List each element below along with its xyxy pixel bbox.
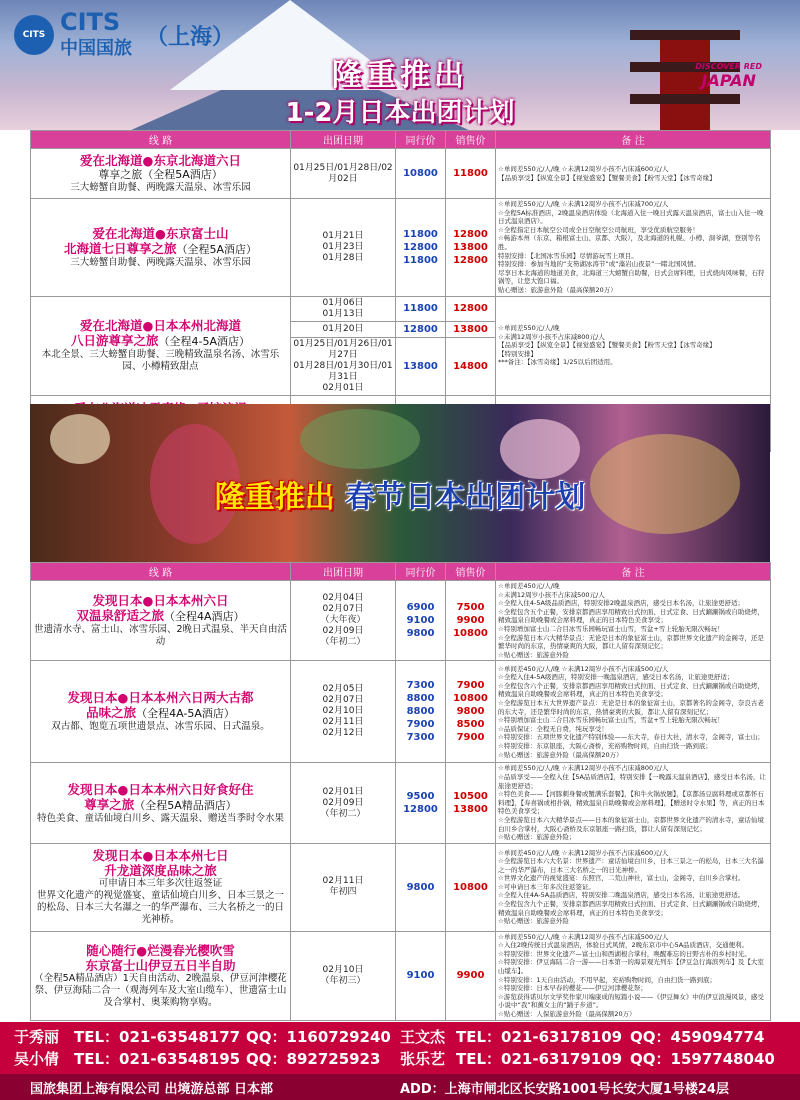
route-hotel: （全程5A精品酒店） xyxy=(134,798,237,812)
note-line: 特别安排：【北国冰雪乐园】尽情游玩雪上项目。 xyxy=(498,251,638,260)
table-header-row xyxy=(31,563,771,581)
note-line: ☆世界文化遗产的视觉盛宴：东照宫，二荒山神社，富士山，金阁寺，白川乡合掌村。 xyxy=(498,874,745,883)
route-subtitle: 尊享之旅 xyxy=(98,168,143,181)
peer-price: 12800 xyxy=(396,321,446,337)
depart-dates: 02月11日 年初四 xyxy=(291,843,396,931)
depart-dates: 01月21日 01月23日 01月28日 xyxy=(291,199,396,297)
col-date: 出团日期 xyxy=(291,131,396,149)
japan-logo-text: JAPAN xyxy=(701,71,756,90)
note-line: 【品质享受】【纵览全景】【视觉盛宴】【蟹餐美食】【粉雪天堂】【冰雪奇缘】 xyxy=(498,173,716,182)
table-row xyxy=(31,149,771,199)
company-name: 国旅集团上海有限公司 出境游总部 日本部 xyxy=(30,1082,274,1097)
contact-name: 王文杰 xyxy=(400,1028,446,1046)
route-subtitle: 升龙道深度品味之旅 xyxy=(104,863,217,879)
table-row xyxy=(31,296,771,321)
note-line: ☆全程游览日本六大精华景点——日本的象征富士山，京都世界文化遗产的清水寺，童话仙境白川乡合掌村，大阪心斋桥及东京银座一路扫货，都让人留有深刻记忆； xyxy=(498,815,764,833)
route-desc: 三大螃蟹自助餐、两晚露天温泉、冰雪乐园 xyxy=(70,256,251,268)
logo-city: （上海） xyxy=(146,24,235,50)
sale-price: 13800 xyxy=(446,321,496,337)
note-line: ☆特别安排：1天自由活动，不用早起，充裕购物时间，自由扫货一路到底； xyxy=(498,975,716,984)
route-subtitle: 八日游尊享之旅 xyxy=(70,333,159,349)
note-line: ☆特别增加富士山二合目冰雪乐园畅玩富士山雪，雪盆+雪上轮胎无限次畅玩！ xyxy=(498,716,724,725)
route-title: 发现日本●日本本州七日 xyxy=(92,848,229,864)
depart-dates: 02月04日 02月07日 （大年夜） 02月09日 （年初二） xyxy=(291,581,396,661)
contact-tel[interactable]: TEL：021-63548195 xyxy=(74,1050,241,1068)
food-photo xyxy=(50,414,110,464)
col-sale: 销售价 xyxy=(446,563,496,581)
depart-dates: 02月10日 （年初三） xyxy=(291,931,396,1020)
route-desc: 1天自由活动、2晚温泉、伊豆河津樱花祭、伊豆海陆二合一（观海列车及大室山缆车）、世遗富士山及合掌村、奥莱购物享购。 xyxy=(34,972,287,1008)
sale-price: 14800 xyxy=(446,337,496,395)
note-line: ☆全程游览日本六大名景：世界遗产：童话仙境白川乡，日本三景之一的松岛，日本三大名瀑之一的华严瀑布，日本三大名桥之一的日光神桥。 xyxy=(498,857,764,874)
table-row xyxy=(31,199,771,297)
note-line: ☆入住2晚传统日式温泉酒店，体验日式风情，2晚东京市中心5A品质酒店，交通便利。 xyxy=(498,941,749,950)
note-line: ☆特别安排：日本早春的樱花——伊豆河津樱花祭； xyxy=(498,984,647,993)
depart-dates: 01月25日/01月26日/01月27日 01月28日/01月30日/01月31日 02月01日 xyxy=(291,337,396,395)
col-route: 线 路 xyxy=(31,563,291,581)
route-title: 发现日本●日本本州六日两大古都 xyxy=(67,690,254,706)
note-line: ☆畅游本州（东京、箱根富士山、京都、大阪），及北海道的札幌、小樽、洞爷湖，登别等名胜。 xyxy=(498,234,761,251)
col-peer: 同行价 xyxy=(396,563,446,581)
note-line: ☆单间差450元/人/晚 ☆未满12周岁小孩不占床减500元/人 xyxy=(498,664,669,673)
sale-price: 11800 xyxy=(446,149,496,199)
logo-en: CITS xyxy=(60,8,121,36)
japan-logo xyxy=(695,60,762,88)
note-line: ☆品质保证：全程无自费，纯玩享受！ xyxy=(498,724,608,733)
sale-price: 9900 xyxy=(446,931,496,1020)
route-desc: 三大螃蟹自助餐、两晚露天温泉、冰雪乐园 xyxy=(70,182,251,193)
contact-qq[interactable]: QQ：459094774 xyxy=(630,1028,765,1046)
note-line: ☆全程游览日本六大精华景点：无论是日本的象征富士山，京都世界文化遗产的金阁寺，还是繁华时尚的东京，热情豪爽的大阪，都让人留有深刻记忆； xyxy=(498,633,764,651)
col-sale: 销售价 xyxy=(446,131,496,149)
route-desc: 世遗清水寺、富士山、冰雪乐园、2晚日式温泉、半天自由活动 xyxy=(33,624,288,648)
note-line: ☆全程包含六个正餐，安排京都酒店享用精致日式拉面、日式定食、日式涮涮锅或自助烧烤，精致温泉自助晚餐或会席料理，真正的日本特色美食享受； xyxy=(498,681,764,699)
route-title: 爱在北海道●东京富士山 xyxy=(92,225,229,241)
sale-price: 12800 xyxy=(446,296,496,321)
sale-price: 7900 10800 9800 8500 7900 xyxy=(446,661,496,763)
sale-price: 10800 xyxy=(446,843,496,931)
table-row xyxy=(31,763,771,843)
peer-price: 11800 xyxy=(396,296,446,321)
contact-tel[interactable]: TEL：021-63178109 xyxy=(456,1028,623,1046)
note-line: ***备注：【冰雪奇缘】1/25以后团适用。 xyxy=(498,358,617,367)
schedule-table-spring xyxy=(30,562,771,1021)
note-line: 【品质享受】【纵览全景】【视觉盛宴】【蟹餐美食】【粉雪天堂】【冰雪奇缘】 xyxy=(498,341,716,350)
route-hotel: （全程5A酒店） xyxy=(176,242,258,256)
logo-cn: 中国国旅 xyxy=(60,38,132,59)
route-hotel: （全程4-5A酒店） xyxy=(158,335,250,349)
note-line: ☆贴心赠送：人保旅游意外险（最高保额20万） xyxy=(498,1010,636,1019)
peer-price: 13800 xyxy=(396,337,446,395)
route-title: 发现日本●日本本州六日好食好住 xyxy=(67,781,254,797)
route-desc: 本北全景、三大螃蟹自助餐、三晚精致温泉名汤、冰雪乐园、小樽精致甜点 xyxy=(41,349,280,373)
contact-name: 张乐艺 xyxy=(400,1050,446,1068)
table-row xyxy=(31,843,771,931)
note-line: ☆全程入住4A-5A品质酒店，特别安排二晚温泉酒店，感受日本名汤，让旅途更舒适。 xyxy=(498,891,745,900)
peer-price: 11800 12800 11800 xyxy=(396,199,446,297)
col-note: 备 注 xyxy=(496,131,771,149)
peer-price: 7300 8800 8800 7900 7300 xyxy=(396,661,446,763)
col-date: 出团日期 xyxy=(291,563,396,581)
note-line: ☆全程入住4-5A级品质酒店，特别安排2晚温泉酒店，感受日本名汤，让旅途更舒适； xyxy=(498,599,745,608)
route-title: 爱在北海道●日本本州北海道 xyxy=(80,318,241,334)
route-subtitle: 品味之旅 xyxy=(86,705,137,721)
route-subtitle: 北海道七日尊享之旅 xyxy=(63,240,177,256)
tree-photo xyxy=(300,409,420,469)
note-line: ☆全程包含五个正餐，安排京都酒店享用精致日式拉面、日式定食、日式涮涮锅或自助烧烤，精致温泉自助晚餐或会席料理，真正的日本特色美食享受； xyxy=(498,607,764,625)
note-line: ☆单间差450元/人/晚 xyxy=(498,582,560,590)
table-row xyxy=(31,581,771,661)
sale-price: 7500 9900 10800 xyxy=(446,581,496,661)
sale-price: 12800 13800 12800 xyxy=(446,199,496,297)
contact-qq[interactable]: QQ：892725923 xyxy=(246,1050,381,1068)
col-route: 线 路 xyxy=(31,131,291,149)
route-title: 爱在北海道●东京北海道六日 xyxy=(80,153,241,168)
route-hotel: （全程5A精品酒店） xyxy=(34,972,123,984)
route-hotel: （全程5A酒店） xyxy=(142,168,223,181)
mid-title-a: 隆重推出 xyxy=(214,480,335,515)
depart-dates: 01月25日/01月28日/02月02日 xyxy=(291,149,396,199)
note-line: 【特别安排】 xyxy=(498,349,537,358)
footer-bottom-bar xyxy=(0,1074,800,1100)
banner-title: 隆重推出 xyxy=(332,58,468,93)
route-subtitle: 双温泉舒适之旅 xyxy=(76,608,164,624)
header-banner xyxy=(0,0,800,130)
note-line: ☆特别安排：伊豆海陆二合一游——日本第一的海景观光列车【伊豆急行海滨列车】及【大室山缆车】。 xyxy=(498,958,764,976)
note-line: ☆特色美食——【河豚刺身餐或蟹满乐套餐】，【和牛火锅放题】，【京都汤豆腐料理或京都怀石料理】，【寿喜锅或相扑锅，精致温泉自助晚餐或会席料理】，【赠送时令水果】等，真正的日本特色美食享受； xyxy=(498,790,765,816)
mid-title-b: 春节日本出团计划 xyxy=(345,480,586,515)
note-line: ☆未满12周岁小孩不占床减500元/人 xyxy=(498,590,605,599)
contact-name: 于秀丽 xyxy=(14,1028,60,1046)
table-header-row xyxy=(31,131,771,149)
contact-tel[interactable]: TEL：021-63548177 xyxy=(74,1028,241,1046)
note-line: ☆全程5A标准酒店，2晚温泉酒店体验（北海道入住一晚日式露天温泉酒店，富士山入住一晚日式温泉酒店）。 xyxy=(498,208,764,226)
note-line: 贴心赠送：旅游意外险（最高保额20万） xyxy=(498,285,617,294)
company-address: ADD：上海市闸北区长安路1001号长安大厦1号楼24层 xyxy=(400,1082,729,1097)
note-line: ☆全程包含九个正餐，安排京都酒店享用精致日式拉面、日式定食、日式涮涮锅或自助烧烤，精致温泉自助晚餐或会席料理，真正的日本特色美食享受； xyxy=(498,900,764,917)
depart-dates: 01月20日 xyxy=(291,321,396,337)
note-line: ☆未满12周岁小孩不占床减800元/人 xyxy=(498,332,605,341)
flower-photo xyxy=(500,419,580,479)
contact-qq[interactable]: QQ：1597748040 xyxy=(630,1050,775,1068)
peer-price: 9800 xyxy=(396,843,446,931)
note-line: ☆全程入住4-5A级酒店，特别安排一晚温泉酒店，感受日本名汤，让旅途更舒适； xyxy=(498,673,734,682)
note-line: ☆特别安排：世界文化遗产—富士山和西湖根合掌村，唤醒难忘的日野古朴的乡村时光。 xyxy=(498,949,751,958)
table-row xyxy=(31,931,771,1020)
note-line: ☆贴心赠送：旅游意外险； xyxy=(498,833,576,842)
note-line: ☆特别安排：五项世界文化遗产特别体验——东大寺，春日大社，清水寺，金阁寺，富士山； xyxy=(498,733,764,742)
route-hotel: （全程4A-5A酒店） xyxy=(136,707,235,721)
note-line: ☆单间差550元/人/晚 ☆未满12周岁小孩不占床减600元/人 xyxy=(498,164,669,173)
peer-price: 9500 12800 xyxy=(396,763,446,843)
contact-name: 吴小倩 xyxy=(14,1050,60,1068)
note-line: ☆品质享受——全程入住【5A品质酒店】，特别安排【一晚露天温泉酒店】，感受日本名汤，让旅途更舒适； xyxy=(498,772,766,790)
depart-dates: 01月06日 01月13日 xyxy=(291,296,396,321)
note-line: ☆单间差550元/人/晚 xyxy=(498,324,560,333)
route-hotel: （全程4A酒店） xyxy=(163,610,245,624)
note-line: ☆可申请日本三年多次往返签证。 xyxy=(498,882,595,891)
col-note: 备 注 xyxy=(496,563,771,581)
banner-subtitle: 1-2月日本出团计划 xyxy=(285,98,515,128)
japan-logo-small: DISCOVER RED xyxy=(695,62,762,71)
note-line: 特别安排：参加当地的“支笏湖冰涛节”或“藻岩山夜景”一睹北国风情。 xyxy=(498,260,700,269)
note-line: ☆全程指定日本航空公司或全日空航空公司航班，享受优质航空服务！ xyxy=(498,225,699,234)
note-line: ☆单间差550元/人/晚 ☆未满12周岁小孩不占床减500元/人 xyxy=(498,932,669,941)
peer-price: 6900 9100 9800 xyxy=(396,581,446,661)
peer-price: 9100 xyxy=(396,931,446,1020)
spring-festival-banner xyxy=(30,404,770,562)
cits-globe-icon: CITS xyxy=(14,15,54,55)
contact-tel[interactable]: TEL：021-63179109 xyxy=(456,1050,623,1068)
route-desc: 双古都、饱览五项世遗景点、冰雪乐园、日式温泉。 xyxy=(51,721,270,733)
table-row xyxy=(31,661,771,763)
route-desc: 可申请日本三年多次往返签证 世界文化遗产的视觉盛宴、童话仙境白川乡、日本三景之一的松岛、日本三大名瀑之一的华严瀑布、三大名桥之一的日光神桥。 xyxy=(36,878,284,926)
route-title: 随心随行●烂漫春光樱吹雪 xyxy=(86,942,235,958)
depart-dates: 02月05日 02月07日 02月10日 02月11日 02月12日 xyxy=(291,661,396,763)
depart-dates: 02月01日 02月09日 （年初二） xyxy=(291,763,396,843)
note-line: ☆贴心赠送：旅游意外险（最高保额20万） xyxy=(498,750,623,759)
sale-price: 10500 13800 xyxy=(446,763,496,843)
peer-price: 10800 xyxy=(396,149,446,199)
route-desc: 特色美食、童话仙境白川乡、露天温泉、赠送当季时令水果 xyxy=(36,812,284,824)
contact-qq[interactable]: QQ：1160729240 xyxy=(246,1028,391,1046)
col-peer: 同行价 xyxy=(396,131,446,149)
route-subtitle: 尊享之旅 xyxy=(84,796,135,812)
note-line: 尽享日本北海道的地道美食，北海道三大螃蟹自助餐，日式会席料理，日式烧肉风味餐，石狩锅等，让您大饱口福。 xyxy=(498,268,765,286)
note-line: ☆单间差450元/人/晚 ☆未满12周岁小孩不占床减600元/人 xyxy=(498,848,669,857)
route-title: 发现日本●日本本州六日 xyxy=(92,593,229,609)
note-line: ☆贴心赠送：旅游意外险 xyxy=(498,650,569,659)
route-subtitle: 东京富士山伊豆五日半自助 xyxy=(85,957,236,973)
note-line: ☆全程游览日本五大世界遗产景点：无论是日本的象征富士山，京都著名的金阁寺，奈良古老的东大寺，还是繁华时尚的东京，热情豪爽的大阪，都让人留有深刻记忆； xyxy=(498,698,764,716)
note-line: ☆单间差550元/人/晚 ☆未满12周岁小孩不占床减800元/人 xyxy=(498,764,669,773)
note-line: ☆游览获得诺贝尔文学奖作家川端康成的短篇小说——《伊豆舞女》中的伊豆浪漫风景，感受小说中“我”和薰女主的“踊子步道”。 xyxy=(498,992,764,1010)
mid-title xyxy=(30,472,770,516)
note-line: ☆特别安排：东京银座，大阪心斋桥，充裕购物时间，自由扫货一路到底； xyxy=(498,741,712,750)
note-line: ☆单间差550元/人/晚 ☆未满12周岁小孩不占床减700元/人 xyxy=(498,200,669,208)
note-line: ☆特别增加富士山二合目冰雪乐园畅玩富士山雪，雪盆+雪上轮胎无限次畅玩！ xyxy=(498,624,724,633)
note-line: ☆贴心赠送：旅游意外险 xyxy=(498,917,569,926)
